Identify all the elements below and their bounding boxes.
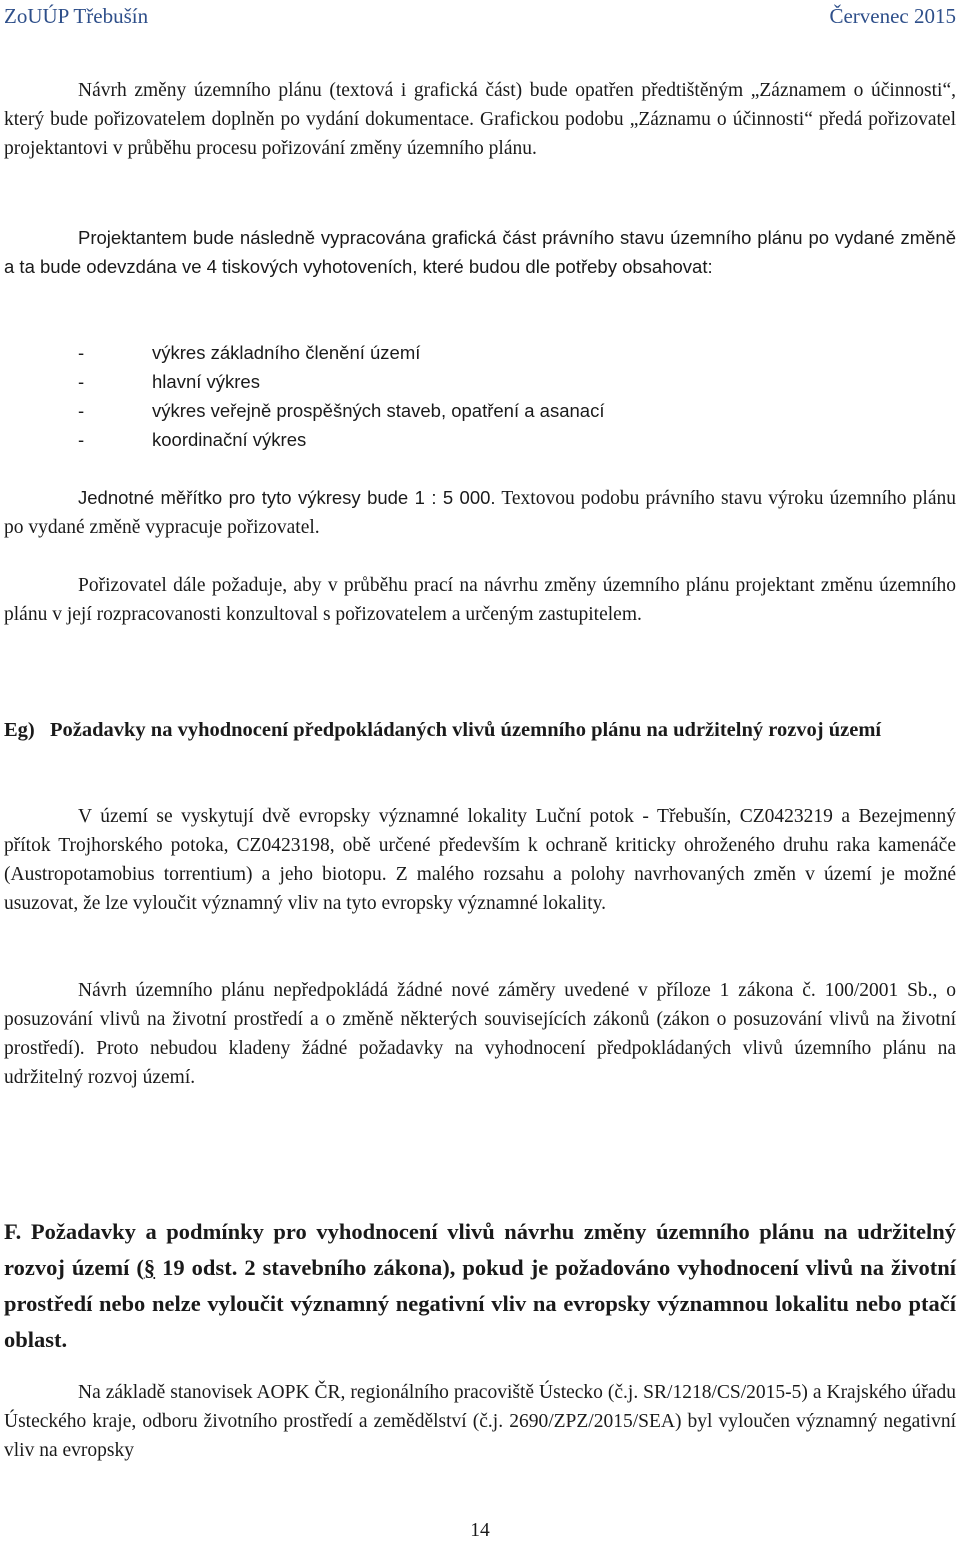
list-item <box>78 338 678 367</box>
section-sign: § <box>143 1255 156 1280</box>
text-form-sentence: Textovou podobu právního stavu výroku územního plánu po vydané změně vypracuje pořizovatel. <box>4 488 956 538</box>
list-item <box>78 396 678 425</box>
paragraph-aopk-statement <box>4 1378 956 1465</box>
list-dash: - <box>78 400 85 421</box>
section-f-text-end: 19 odst. 2 stavebního zákona), pokud je požadováno vyhodnocení vlivů na životní prostředí nebo nelze vyloučit významný negativní vliv na evropsky významnou lokalitu nebo ptačí oblast. <box>4 1255 956 1352</box>
list-item-text: výkres veřejně prospěšných staveb, opatření a asanací <box>152 400 605 421</box>
page-header <box>0 4 960 34</box>
section-heading-eg <box>4 716 956 774</box>
page-number: 14 <box>470 1520 490 1541</box>
section-heading-f <box>4 1214 956 1358</box>
paragraph-text: Pořizovatel dále požaduje, aby v průběhu prací na návrhu změny územního plánu projektant změnu územního plánu v její rozpracovanosti konzultoval s pořizovatelem a určeným zastupitelem. <box>4 575 956 625</box>
paragraph-text: Na základě stanovisek AOPK ČR, regionálního pracoviště Ústecko (č.j. SR/1218/CS/2015-5) a Krajského úřadu Ústeckého kraje, odboru životního prostředí a zemědělství (č.j. 2690/ZPZ/2015/SEA) byl vyloučen významný negativní vliv na evropsky <box>4 1382 956 1461</box>
list-dash: - <box>78 371 85 392</box>
paragraph-graphic-part <box>4 223 956 281</box>
list-item <box>78 367 678 396</box>
list-item-text: hlavní výkres <box>152 371 260 392</box>
paragraph-record-of-effect <box>4 76 956 163</box>
header-document-code: ZoUÚP Třebušín <box>4 4 149 28</box>
paragraph-consultation <box>4 571 956 629</box>
paragraph-text: Návrh územního plánu nepředpokládá žádné nové záměry uvedené v příloze 1 zákona č. 100/2001 Sb., o posuzování vlivů na životní prostředí a o změně některých souvisejících zákonů (zákon o posuzování vlivů na životní prostředí). Proto nebudou kladeny žádné požadavky na vyhodnocení předpokládaných vlivů územního plánu na udržitelný rozvoj území. <box>4 980 956 1088</box>
paragraph-no-intentions <box>4 976 956 1092</box>
header-date: Červenec 2015 <box>829 4 956 28</box>
list-item-text: koordinační výkres <box>152 429 307 450</box>
paragraph-text <box>4 483 956 542</box>
list-item-text: výkres základního členění území <box>152 342 421 363</box>
list-dash: - <box>78 342 85 363</box>
list-item <box>78 425 678 454</box>
section-title: Požadavky na vyhodnocení předpokládaných vlivů územního plánu na udržitelný rozvoj území <box>50 719 882 741</box>
paragraph-text: Návrh změny územního plánu (textová i grafická část) bude opatřen předtištěným „Záznamem o účinnosti“, který bude pořizovatelem doplněn po vydání dokumentace. Grafickou podobu „Záznamu o účinnosti“ předá pořizovatel projektantovi v průběhu procesu pořizování změny územního plánu. <box>4 80 956 159</box>
paragraph-text: V území se vyskytují dvě evropsky významné lokality Luční potok - Třebušín, CZ0423219 a Bezejmenný přítok Trojhorského potoka, CZ0423198, obě určené především k ochraně kriticky ohroženého druhu raka kamenáče (Austropotamobius torrentium) a jeho biotopu. Z malého rozsahu a polohy navrhovaných změn v území je možné usuzovat, že lze vyloučit významný vliv na tyto evropsky významné lokality. <box>4 806 956 914</box>
section-f-text-start: F. Požadavky a podmínky pro vyhodnocení vlivů návrhu změny územního plánu na udržitelný rozvoj území ( <box>4 1219 956 1280</box>
list-dash: - <box>78 429 85 450</box>
drawings-list <box>78 338 678 454</box>
paragraph-scale <box>4 483 956 542</box>
paragraph-natura-sites <box>4 802 956 918</box>
section-label: Eg) <box>4 719 35 741</box>
paragraph-text: Projektantem bude následně vypracována grafická část právního stavu územního plánu po vydané změně a ta bude odevzdána ve 4 tiskových vyhotoveních, které budou dle potřeby obsahovat: <box>4 227 956 277</box>
scale-sentence: Jednotné měřítko pro tyto výkresy bude 1 : 5 000. <box>78 487 496 508</box>
